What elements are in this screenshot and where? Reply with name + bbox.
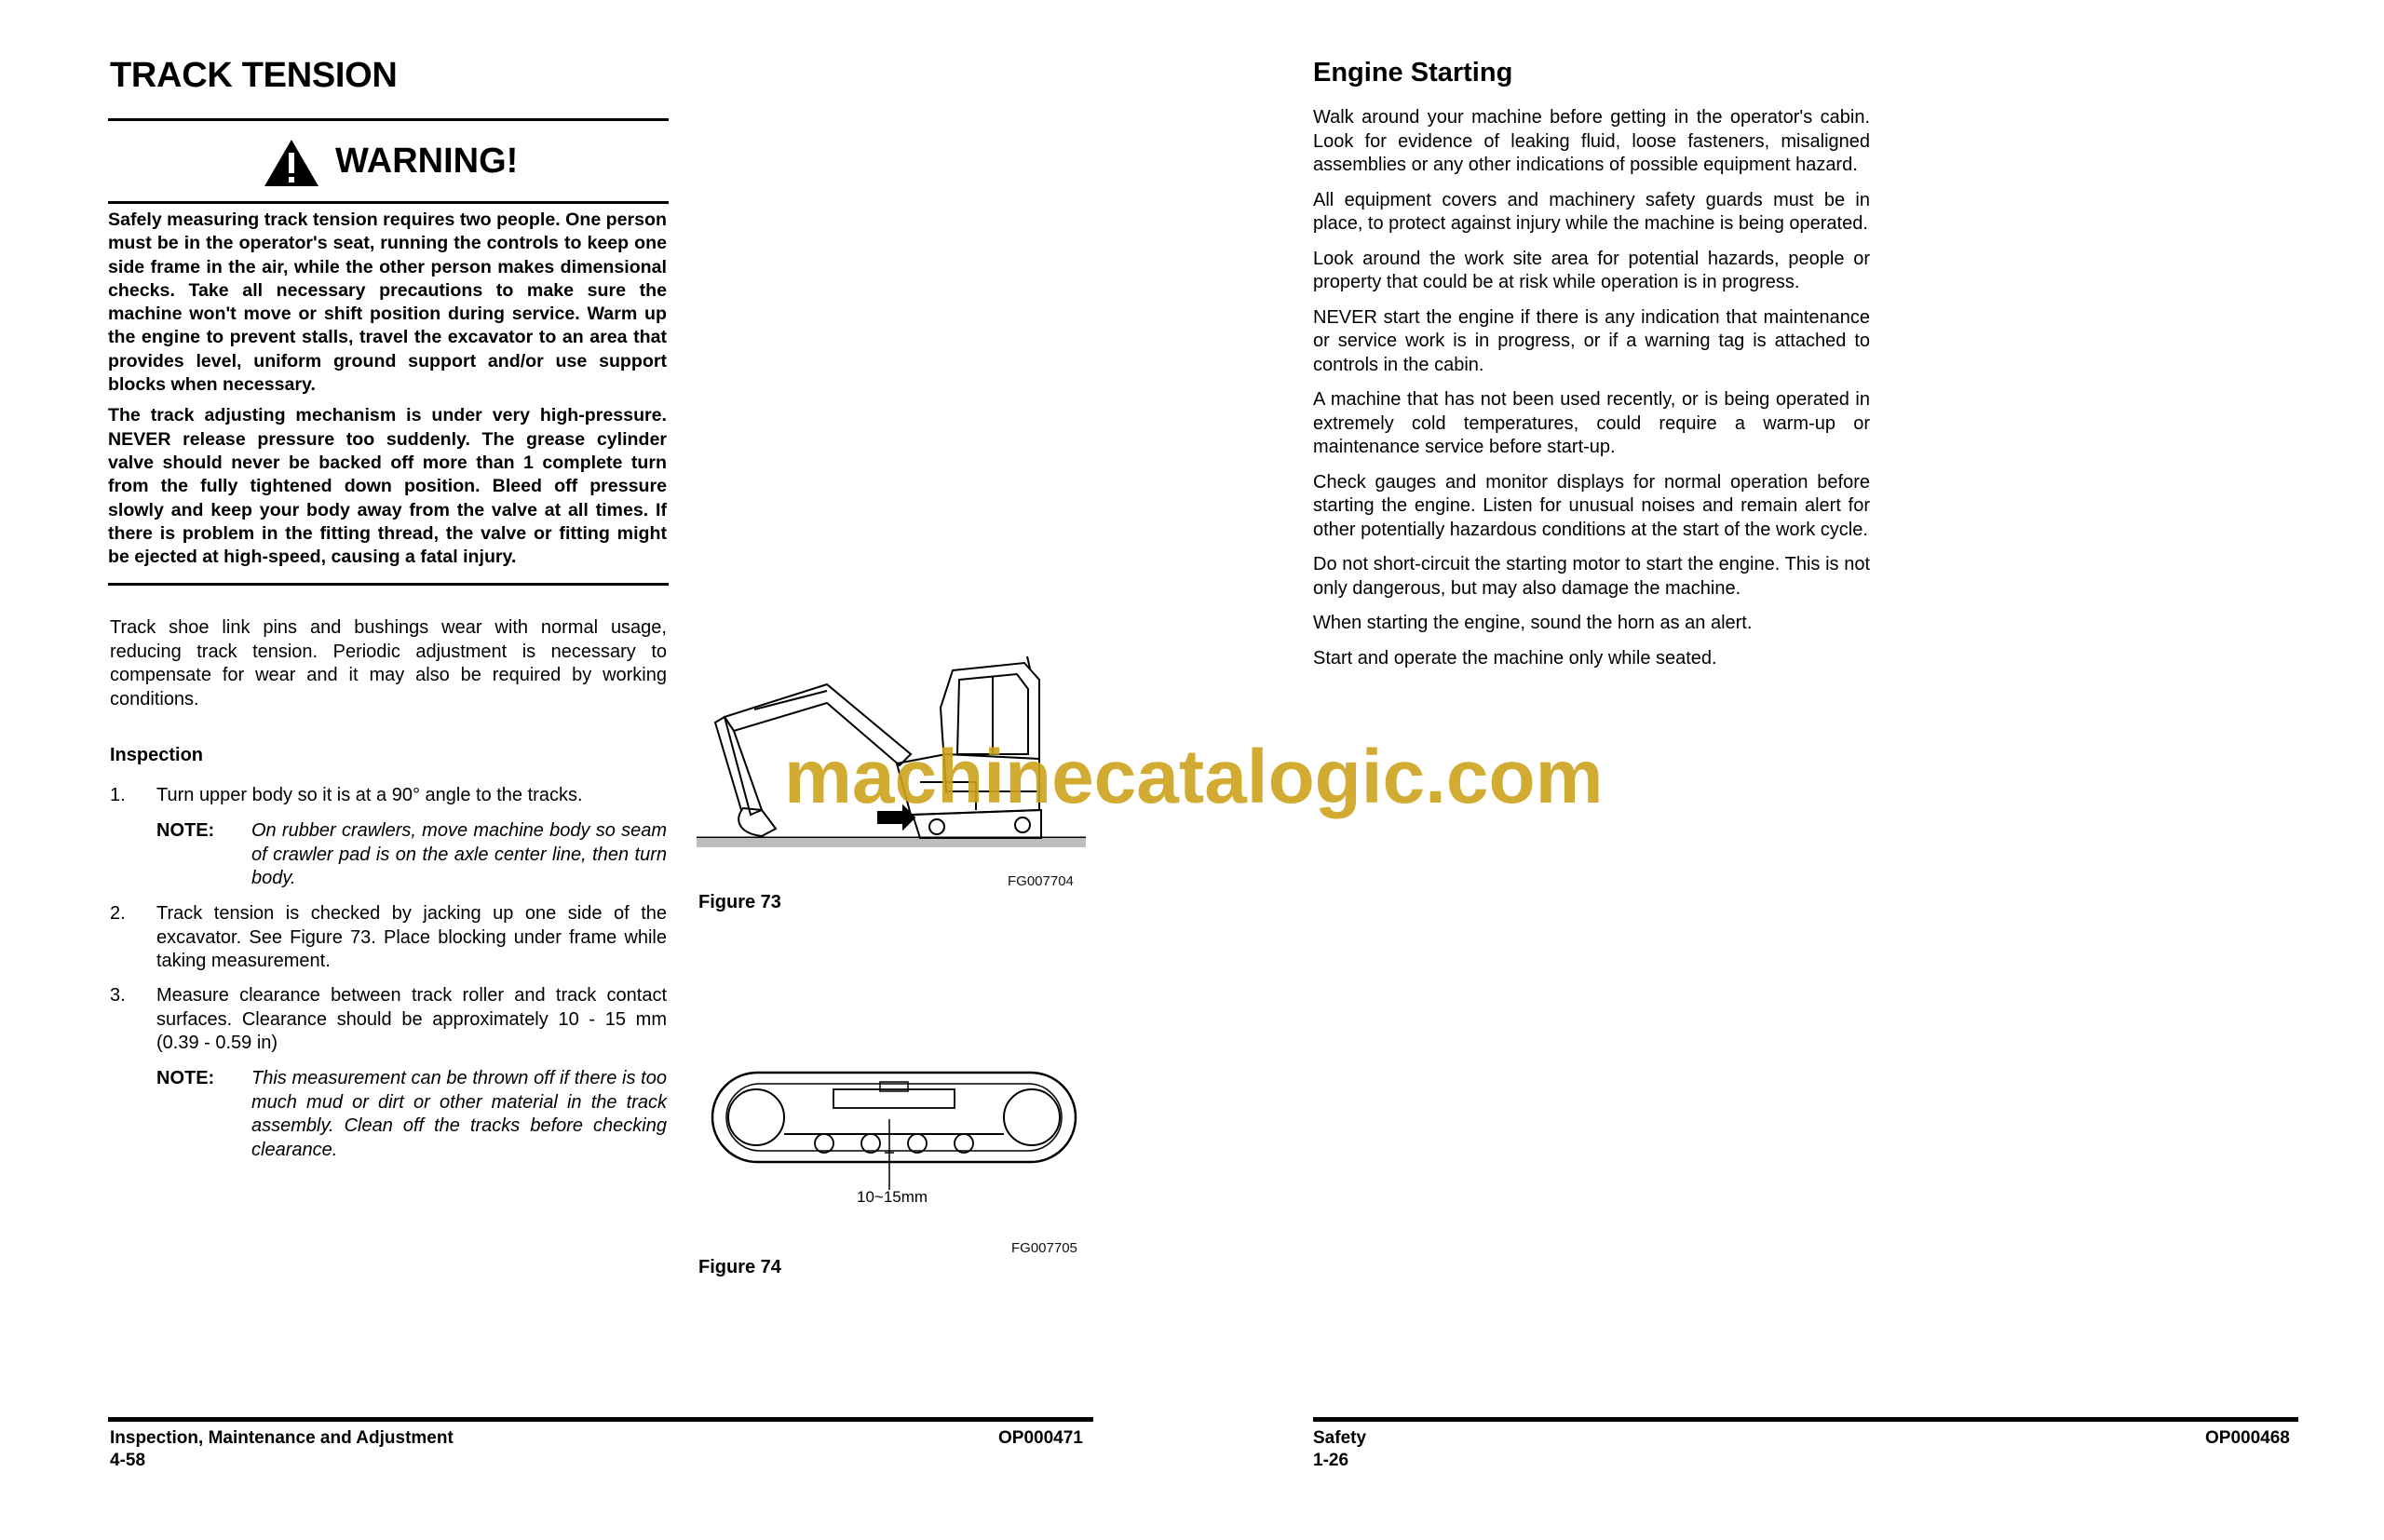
title-rule xyxy=(108,118,669,121)
inspection-heading: Inspection xyxy=(110,745,204,765)
step-text: Track tension is checked by jacking up one side of the excavator. See Figure 73. Place blocking under frame while taking measurement. xyxy=(156,903,667,971)
warning-bottom-rule xyxy=(108,583,669,586)
footer-section: Inspection, Maintenance and Adjustment xyxy=(110,1428,454,1448)
paragraph: NEVER start the engine if there is any indication that maintenance or service work is in progress, or if a warning tag is attached to controls in the cabin. xyxy=(1313,306,1870,375)
step-number: 2. xyxy=(110,903,126,924)
warning-body xyxy=(108,209,667,576)
footer-doc-code: OP000468 xyxy=(2205,1428,2290,1448)
step-number: 3. xyxy=(110,985,126,1006)
footer-rule xyxy=(1313,1417,2298,1422)
footer-section: Safety xyxy=(1313,1428,1367,1448)
step-number: 1. xyxy=(110,785,126,805)
watermark: machinecatalogic.com xyxy=(784,735,1604,819)
footer-rule xyxy=(108,1417,1093,1422)
paragraph: When starting the engine, sound the horn as an alert. xyxy=(1313,613,1753,633)
figure-caption: Figure 74 xyxy=(698,1257,781,1277)
note-text: On rubber crawlers, move machine body so seam of crawler pad is on the axle center line, then turn body. xyxy=(251,820,667,888)
footer-page-number: 4-58 xyxy=(110,1451,146,1470)
footer-page-number: 1-26 xyxy=(1313,1451,1349,1470)
paragraph: Look around the work site area for potential hazards, people or property that could be at risk while operation is in progress. xyxy=(1313,248,1870,292)
engine-starting-body xyxy=(1313,106,1870,682)
warning-title: WARNING! xyxy=(335,142,519,181)
clearance-dimension-label: 10~15mm xyxy=(857,1188,928,1206)
paragraph: All equipment covers and machinery safety guards must be in place, to protect against injury while the machine is being operated. xyxy=(1313,189,1870,234)
track-clearance-diagram xyxy=(708,1061,1080,1206)
paragraph: Do not short-circuit the starting motor to start the engine. This is not only dangerous, but may also damage the machine. xyxy=(1313,554,1870,599)
figure-code: FG007705 xyxy=(1011,1240,1077,1256)
note-text: This measurement can be thrown off if there is too much mud or dirt or other material in the track assembly. Clean off the tracks before checking clearance. xyxy=(251,1068,667,1160)
section-title: Engine Starting xyxy=(1313,58,1513,88)
note-label: NOTE: xyxy=(156,820,215,841)
paragraph: Start and operate the machine only while seated. xyxy=(1313,647,1717,669)
paragraph: Check gauges and monitor displays for normal operation before starting the engine. Listen for unusual noises and remain alert for other potentially hazardous conditions at the start of the work cycle. xyxy=(1313,471,1870,540)
figure-code: FG007704 xyxy=(1008,873,1074,889)
paragraph: A machine that has not been used recently, or is being operated in extremely cold temperatures, could require a warm-up or maintenance service before start-up. xyxy=(1313,389,1870,457)
figure-caption: Figure 73 xyxy=(698,892,781,912)
note-label: NOTE: xyxy=(156,1068,215,1088)
warning-triangle-icon xyxy=(263,138,320,188)
warning-top-rule xyxy=(108,201,669,204)
step-text: Measure clearance between track roller and track contact surfaces. Clearance should be approximately 10 - 15 mm (0.39 - 0.59 in) xyxy=(156,985,667,1053)
paragraph: Walk around your machine before getting in the operator's cabin. Look for evidence of leaking fluid, loose fasteners, misaligned assemblies or any other indications of possible equipment hazard. xyxy=(1313,107,1870,175)
section-title: TRACK TENSION xyxy=(110,56,398,95)
warning-paragraph: The track adjusting mechanism is under very high-pressure. NEVER release pressure too suddenly. The grease cylinder valve should never be backed off more than 1 complete turn from the fully tightened down position. Bleed off pressure slowly and keep your body away from the valve at all times. If there is problem in the fitting thread, the valve or fitting might be ejected at high-speed, causing a fatal injury. xyxy=(108,405,667,568)
warning-paragraph: Safely measuring track tension requires two people. One person must be in the operator's seat, running the controls to keep one side frame in the air, while the other person makes dimensional checks. Take all necessary precautions to make sure the machine won't move or shift position during service. Warm up the engine to prevent stalls, travel the excavator to an area that provides level, uniform ground support and/or use support blocks when necessary. xyxy=(108,209,667,396)
step-text: Turn upper body so it is at a 90° angle to the tracks. xyxy=(156,785,583,805)
intro-paragraph: Track shoe link pins and bushings wear with normal usage, reducing track tension. Periodic adjustment is necessary to compensate for wear and it may also be required by working conditions. xyxy=(110,617,667,709)
footer-doc-code: OP000471 xyxy=(998,1428,1083,1448)
